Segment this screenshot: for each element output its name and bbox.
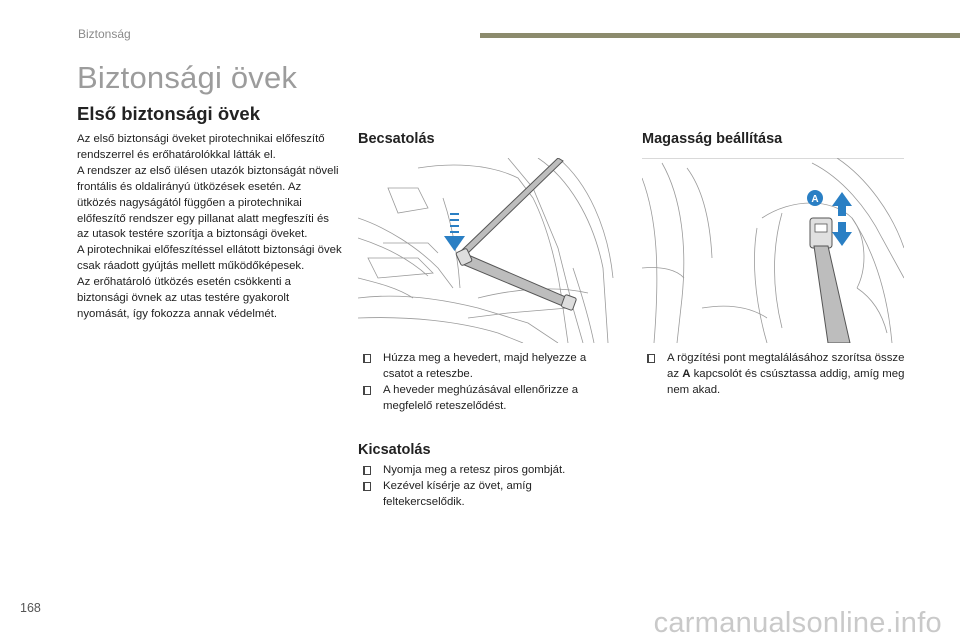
fastening-steps (358, 350, 613, 414)
list-item (358, 462, 613, 478)
list-item (358, 478, 613, 510)
fastening-title: Becsatolás (358, 131, 435, 147)
checkbox-bullet-icon (363, 354, 371, 363)
page-title: Biztonsági övek (77, 60, 298, 95)
checkbox-bullet-icon (647, 354, 655, 363)
fastening-illustration (358, 158, 616, 343)
step-text-after: kapcsolót és csúsztassa addig, amíg meg nem akad. (667, 368, 905, 396)
watermark: carmanualsonline.info (653, 607, 942, 639)
intro-paragraph: A pirotechnikai előfeszítéssel ellátott biztonsági övek csak ráadott gyújtás mellett működőképesek. (77, 244, 342, 273)
height-adjust-steps (642, 350, 907, 398)
marker-label-a: A (811, 194, 819, 205)
intro-text (77, 132, 342, 323)
intro-paragraph: A rendszer az első ülésen utazók biztonságát növeli frontális és oldalirányú ütközések esetén. Az ütközés nagyságától függően a pirotechnikai előfeszítő rendszer egy pillanat alatt megfeszíti és az utasok testére szorítja a biztonsági öveket. (77, 164, 339, 241)
step-text: Húzza meg a hevedert, majd helyezze a csatot a reteszbe. (383, 352, 587, 380)
height-adjust-title: Magasság beállítása (642, 131, 783, 147)
intro-paragraph: Az erőhatároló ütközés esetén csökkenti a biztonsági övnek az utas testére gyakorolt nyomását, így fokozza annak védelmét. (77, 276, 292, 320)
list-item (358, 382, 613, 414)
unfastening-steps (358, 462, 613, 510)
checkbox-bullet-icon (363, 466, 371, 475)
step-text: A heveder meghúzásával ellenőrizze a megfelelő reteszelődést. (383, 384, 579, 412)
page-number: 168 (20, 601, 41, 615)
checkbox-bullet-icon (363, 482, 371, 491)
header-section-label: Biztonság (78, 27, 131, 41)
height-adjust-illustration (642, 158, 904, 343)
unfastening-title: Kicsatolás (358, 442, 431, 458)
step-text-before: A rögzítési pont megtalálásához szorítsa össze az (667, 352, 905, 380)
header-accent-bar (480, 33, 960, 38)
step-text: Kezével kísérje az övet, amíg feltekercselődik. (383, 480, 532, 508)
step-key: A (682, 368, 691, 380)
step-text: Nyomja meg a retesz piros gombját. (383, 464, 566, 476)
intro-paragraph: Az első biztonsági öveket pirotechnikai előfeszítő rendszerrel és erőhatárolókkal látták el. (77, 133, 325, 161)
list-item (642, 350, 907, 398)
checkbox-bullet-icon (363, 386, 371, 395)
up-down-arrows-icon (832, 192, 852, 246)
list-item (358, 350, 613, 382)
section-title: Első biztonsági övek (77, 103, 260, 124)
